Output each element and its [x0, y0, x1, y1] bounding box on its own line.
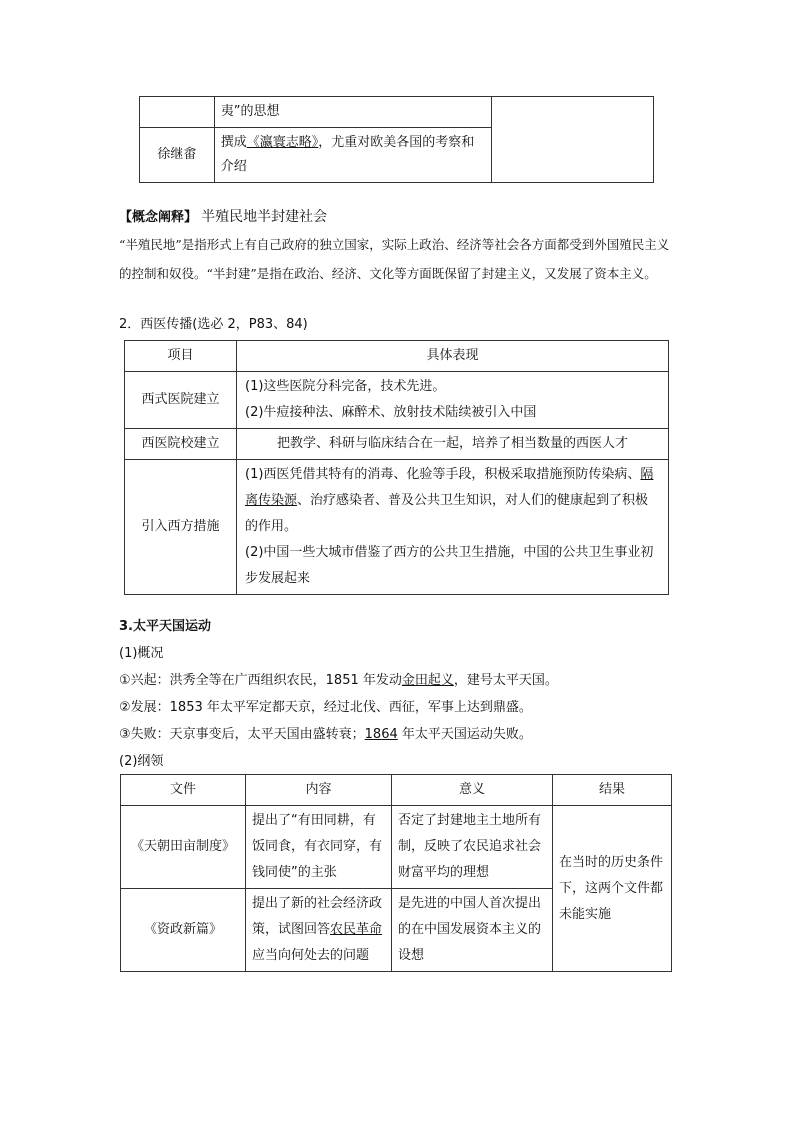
table-row	[121, 806, 672, 889]
meaning-cell: 是先进的中国人首次提出的在中国发展资本主义的设想	[392, 889, 553, 972]
underlined-text: 隔离传染源	[245, 467, 654, 508]
table-cell	[491, 97, 653, 183]
table-row	[125, 460, 669, 595]
detail-cell	[237, 460, 669, 595]
taiping-program-table	[120, 774, 672, 972]
text-line: ②发展：1853 年太平军定都天京，经过北伐、西征，军事上达到鼎盛。	[119, 700, 532, 715]
content-cell	[246, 889, 392, 972]
section-body	[119, 640, 679, 775]
detail-line: (1)这些医院分科完备，技术先进。	[245, 379, 446, 394]
table-cell	[140, 97, 215, 128]
officials-table-continued	[139, 96, 654, 183]
result-cell: 在当时的历史条件下，这两个文件都未能实施	[553, 806, 672, 972]
meaning-cell: 否定了封建地主土地所有制，反映了农民追求社会财富平均的理想	[392, 806, 553, 889]
western-medicine-table	[124, 340, 669, 595]
table-header-row	[125, 341, 669, 372]
section-title: 2．西医传播(选必 2，P83、84)	[119, 317, 308, 332]
detail-cell: 把教学、科研与临床结合在一起，培养了相当数量的西医人才	[237, 429, 669, 460]
concept-heading	[119, 206, 327, 226]
content-cell: 提出了“有田同耕，有饭同食，有衣同穿，有钱同使”的主张	[246, 806, 392, 889]
text-line	[119, 721, 679, 748]
underlined-text: 1864	[364, 727, 398, 742]
detail-line: (2)中国一些大城市借鉴了西方的公共卫生措施，中国的公共卫生事业初步发展起来	[245, 545, 654, 586]
header-cell: 意义	[392, 775, 553, 806]
detail-text: 、治疗感染者、普及公共卫生知识，对人们的健康起到了积极的作用。	[245, 493, 649, 534]
cell-text: ，尤重对欧美各国的考察和介绍	[220, 135, 475, 174]
underlined-text: 农民革命	[330, 922, 383, 937]
cell-text: 撰成	[220, 135, 247, 150]
header-cell: 项目	[125, 341, 237, 372]
detail-text: (1)西医凭借其特有的消毒、化验等手段，积极采取措施预防传染病、	[245, 467, 641, 482]
doc-name-cell: 《资政新篇》	[121, 889, 246, 972]
item-cell: 西式医院建立	[125, 372, 237, 429]
person-name: 徐继畬	[157, 147, 197, 162]
item-cell: 西医院校建立	[125, 429, 237, 460]
text: 应当向何处去的问题	[252, 948, 370, 963]
detail-line: (2)牛痘接种法、麻醉术、放射技术陆续被引入中国	[245, 405, 537, 420]
table-row	[125, 429, 669, 460]
underlined-text: 金田起义	[401, 673, 454, 688]
text: 提出了新的社会经济政策，试图回答	[252, 896, 383, 937]
header-cell: 内容	[246, 775, 392, 806]
table-row	[140, 97, 654, 128]
section-title: 3.太平天国运动	[119, 619, 211, 634]
table-row	[125, 372, 669, 429]
table-cell	[214, 128, 491, 183]
detail-cell	[237, 372, 669, 429]
person-name-cell	[140, 128, 215, 183]
concept-tag: 【概念阐释】	[119, 210, 198, 225]
text: ，建号太平天国。	[453, 673, 558, 688]
text: ①兴起：洪秀全等在广西组织农民，1851 年发动	[119, 673, 402, 688]
text: ③失败：天京事变后，太平天国由盛转衰；	[119, 727, 365, 742]
header-cell: 文件	[121, 775, 246, 806]
header-cell: 具体表现	[237, 341, 669, 372]
text-line	[119, 667, 679, 694]
concept-term: 半殖民地半封建社会	[201, 209, 328, 225]
subheading: (2)纲领	[119, 754, 164, 769]
subheading: (1)概况	[119, 646, 164, 661]
table-header-row	[121, 775, 672, 806]
item-cell: 引入西方措施	[125, 460, 237, 595]
table-cell	[214, 97, 491, 128]
book-title: 《瀛寰志略》	[246, 135, 319, 150]
cell-text: 夷”的思想	[220, 104, 280, 119]
doc-name-cell: 《天朝田亩制度》	[121, 806, 246, 889]
header-cell: 结果	[553, 775, 672, 806]
concept-body: “半殖民地”是指形式上有自己政府的独立国家，实际上政治、经济等社会各方面都受到外国殖民主义的控制和奴役。“半封建”是指在政治、经济、文化等方面既保留了封建主义，又发展了资本主义。	[119, 237, 670, 281]
text: 年太平天国运动失败。	[397, 727, 532, 742]
detail-line	[245, 462, 660, 540]
